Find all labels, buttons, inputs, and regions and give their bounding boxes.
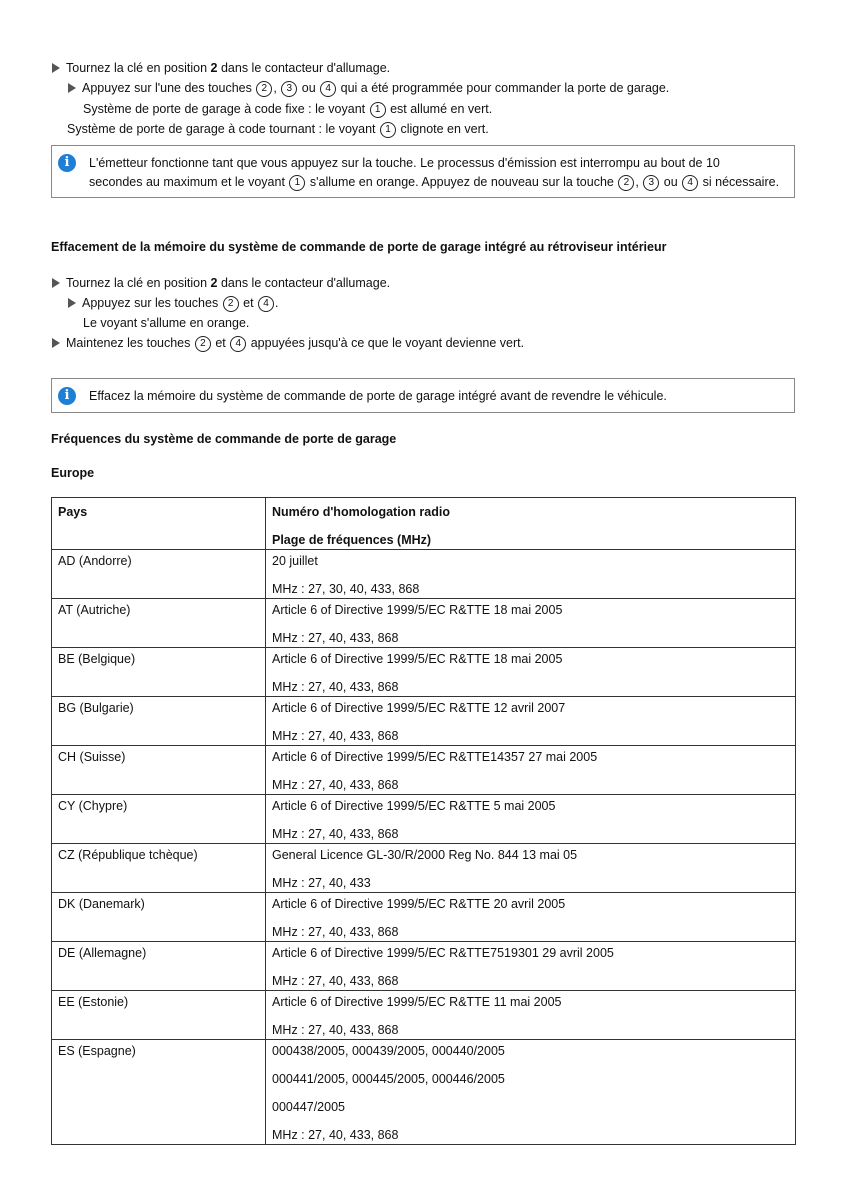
mhz-line: MHz : 27, 30, 40, 433, 868 xyxy=(272,582,420,596)
cell-country: DK (Danemark) xyxy=(52,893,266,942)
button-2-icon xyxy=(618,175,634,191)
cell-country: BG (Bulgarie) xyxy=(52,697,266,746)
cell-approval xyxy=(266,1040,796,1145)
subsection-heading: Europe xyxy=(51,466,95,480)
cell-country: BE (Belgique) xyxy=(52,648,266,697)
approval-line: Article 6 of Directive 1999/5/EC R&TTE 11 mai 2005 xyxy=(272,995,562,1009)
table-row xyxy=(52,942,796,991)
instruction-step: Tournez la clé en position 2 dans le contacteur d'allumage. xyxy=(52,60,390,76)
info-box xyxy=(51,145,795,198)
frequency-table xyxy=(51,497,796,1145)
table-row xyxy=(52,599,796,648)
info-icon: i xyxy=(58,387,76,405)
cell-approval xyxy=(266,697,796,746)
bullet-arrow-icon xyxy=(68,298,76,308)
mhz-line: MHz : 27, 40, 433, 868 xyxy=(272,1023,399,1037)
cell-country: ES (Espagne) xyxy=(52,1040,266,1145)
button-4-icon xyxy=(682,175,698,191)
table-row xyxy=(52,1040,796,1145)
bullet-arrow-icon xyxy=(52,278,60,288)
approval-line: Article 6 of Directive 1999/5/EC R&TTE 12 avril 2007 xyxy=(272,701,566,715)
info-text-line: secondes au maximum et le voyant 1 s'allume en orange. Appuyez de nouveau sur la touche 2, 3 ou 4 si nécessaire. xyxy=(89,173,779,192)
button-4-icon xyxy=(230,336,246,352)
approval-line: 000447/2005 xyxy=(272,1100,345,1114)
table-row xyxy=(52,697,796,746)
approval-line: Article 6 of Directive 1999/5/EC R&TTE 18 mai 2005 xyxy=(272,652,563,666)
button-4-icon xyxy=(320,81,336,97)
bullet-arrow-icon xyxy=(52,338,60,348)
cell-approval xyxy=(266,893,796,942)
mhz-line: MHz : 27, 40, 433, 868 xyxy=(272,827,399,841)
approval-line: 20 juillet xyxy=(272,554,318,568)
mhz-line: MHz : 27, 40, 433, 868 xyxy=(272,778,399,792)
cell-approval xyxy=(266,648,796,697)
instruction-step: Tournez la clé en position 2 dans le contacteur d'allumage. xyxy=(52,275,390,291)
mhz-line: MHz : 27, 40, 433, 868 xyxy=(272,974,399,988)
approval-line: General Licence GL-30/R/2000 Reg No. 844 13 mai 05 xyxy=(272,848,578,862)
indicator-1-icon xyxy=(370,102,386,118)
instruction-note: Le voyant s'allume en orange. xyxy=(83,316,250,330)
instruction-note: Système de porte de garage à code fixe : le voyant 1 est allumé en vert. xyxy=(83,101,492,118)
button-4-icon xyxy=(258,296,274,312)
info-icon: i xyxy=(58,154,76,172)
mhz-line: MHz : 27, 40, 433, 868 xyxy=(272,1128,399,1142)
header-approval: Numéro d'homologation radio Plage de fréquences (MHz) xyxy=(266,498,796,550)
approval-line: Article 6 of Directive 1999/5/EC R&TTE 20 avril 2005 xyxy=(272,897,566,911)
approval-line: Article 6 of Directive 1999/5/EC R&TTE 5 mai 2005 xyxy=(272,799,556,813)
bullet-arrow-icon xyxy=(52,63,60,73)
mhz-line: MHz : 27, 40, 433 xyxy=(272,876,371,890)
table-row xyxy=(52,991,796,1040)
table-row xyxy=(52,550,796,599)
approval-line: 000438/2005, 000439/2005, 000440/2005 xyxy=(272,1044,505,1058)
bullet-arrow-icon xyxy=(68,83,76,93)
cell-approval xyxy=(266,844,796,893)
cell-country: AD (Andorre) xyxy=(52,550,266,599)
mhz-line: MHz : 27, 40, 433, 868 xyxy=(272,925,399,939)
table-header-row xyxy=(52,498,796,550)
table-body xyxy=(52,550,796,1145)
indicator-1-icon xyxy=(380,122,396,138)
table-row xyxy=(52,844,796,893)
button-2-icon xyxy=(256,81,272,97)
instruction-note: Système de porte de garage à code tournant : le voyant 1 clignote en vert. xyxy=(67,121,489,138)
header-country: Pays xyxy=(52,498,266,550)
section-heading: Fréquences du système de commande de porte de garage xyxy=(51,432,397,446)
approval-line: Article 6 of Directive 1999/5/EC R&TTE 18 mai 2005 xyxy=(272,603,563,617)
approval-line: 000441/2005, 000445/2005, 000446/2005 xyxy=(272,1072,505,1086)
indicator-1-icon xyxy=(289,175,305,191)
mhz-line: MHz : 27, 40, 433, 868 xyxy=(272,680,399,694)
cell-approval xyxy=(266,795,796,844)
cell-approval xyxy=(266,746,796,795)
mhz-line: MHz : 27, 40, 433, 868 xyxy=(272,729,399,743)
approval-line: Article 6 of Directive 1999/5/EC R&TTE7519301 29 avril 2005 xyxy=(272,946,614,960)
cell-country: EE (Estonie) xyxy=(52,991,266,1040)
cell-country: AT (Autriche) xyxy=(52,599,266,648)
button-3-icon xyxy=(281,81,297,97)
cell-country: DE (Allemagne) xyxy=(52,942,266,991)
table-row xyxy=(52,746,796,795)
info-text-line: L'émetteur fonctionne tant que vous appuyez sur la touche. Le processus d'émission est interrompu au bout de 10 xyxy=(89,156,720,170)
table-row xyxy=(52,795,796,844)
cell-approval xyxy=(266,550,796,599)
table-row xyxy=(52,648,796,697)
instruction-substep: Appuyez sur les touches 2 et 4. xyxy=(68,295,279,312)
info-box xyxy=(51,378,795,413)
button-2-icon xyxy=(223,296,239,312)
cell-approval xyxy=(266,942,796,991)
cell-approval xyxy=(266,991,796,1040)
button-3-icon xyxy=(643,175,659,191)
cell-country: CH (Suisse) xyxy=(52,746,266,795)
info-text-line: Effacez la mémoire du système de commande de porte de garage intégré avant de revendre le véhicule. xyxy=(89,389,667,403)
button-2-icon xyxy=(195,336,211,352)
mhz-line: MHz : 27, 40, 433, 868 xyxy=(272,631,399,645)
table-row xyxy=(52,893,796,942)
cell-country: CZ (République tchèque) xyxy=(52,844,266,893)
cell-approval xyxy=(266,599,796,648)
approval-line: Article 6 of Directive 1999/5/EC R&TTE14357 27 mai 2005 xyxy=(272,750,598,764)
instruction-substep: Appuyez sur l'une des touches 2, 3 ou 4 qui a été programmée pour commander la porte de garage. xyxy=(68,80,669,97)
instruction-step: Maintenez les touches 2 et 4 appuyées jusqu'à ce que le voyant devienne vert. xyxy=(52,335,524,352)
section-heading: Effacement de la mémoire du système de commande de porte de garage intégré au rétroviseur intérieur xyxy=(51,240,667,254)
cell-country: CY (Chypre) xyxy=(52,795,266,844)
